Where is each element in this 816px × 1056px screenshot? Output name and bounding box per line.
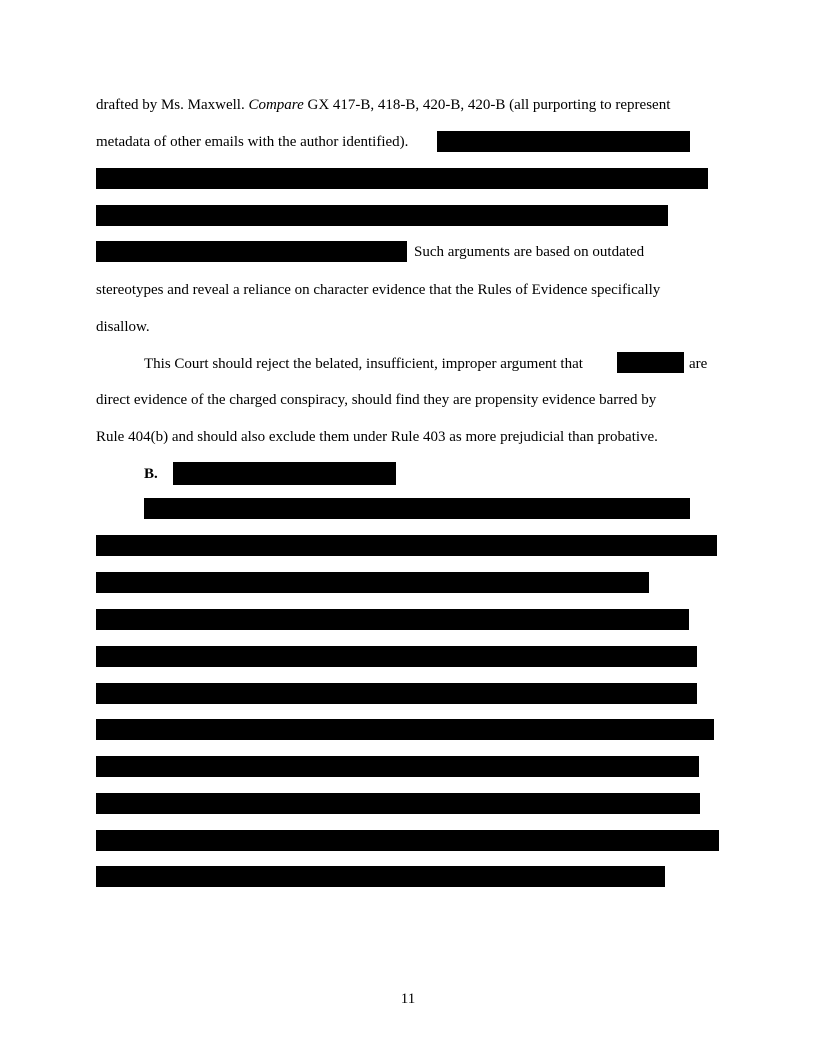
redaction-block: [96, 756, 699, 777]
redaction-block: [96, 830, 719, 851]
paragraph-1-line-5: stereotypes and reveal a reliance on character evidence that the Rules of Evidence specifically: [96, 282, 661, 298]
paragraph-2-line-1-end: are: [689, 356, 708, 372]
paragraph-1-line-2: metadata of other emails with the author identified).: [96, 134, 409, 150]
text-run: drafted by Ms. Maxwell.: [96, 97, 249, 113]
redaction-block: [96, 241, 407, 262]
redaction-block: [96, 683, 697, 704]
compare-signal: Compare: [248, 97, 304, 113]
redaction-block: [617, 352, 684, 373]
redaction-block: [96, 646, 697, 667]
redaction-block: [96, 866, 665, 887]
paragraph-2-line-3: Rule 404(b) and should also exclude them under Rule 403 as more prejudicial than probative.: [96, 429, 658, 445]
redaction-block: [96, 719, 714, 740]
redaction-block: [437, 131, 690, 152]
redaction-block: [96, 205, 668, 226]
paragraph-1-line-1: [96, 96, 670, 114]
redaction-block: [96, 572, 649, 593]
text-run: GX 417-B, 418-B, 420-B, 420-B (all purporting to represent: [303, 97, 671, 113]
redaction-block: [144, 498, 690, 519]
redaction-block: [96, 535, 717, 556]
paragraph-2-line-2: direct evidence of the charged conspiracy, should find they are propensity evidence barred by: [96, 392, 657, 408]
section-label: B.: [144, 466, 158, 482]
paragraph-1-line-4: Such arguments are based on outdated: [414, 244, 645, 260]
paragraph-1-line-6: disallow.: [96, 319, 150, 335]
redaction-block: [96, 168, 708, 189]
page-number: 11: [400, 991, 416, 1007]
redaction-block: [96, 609, 689, 630]
redaction-block: [173, 462, 396, 485]
redaction-block: [96, 793, 700, 814]
paragraph-2-line-1: This Court should reject the belated, insufficient, improper argument that: [144, 356, 583, 372]
